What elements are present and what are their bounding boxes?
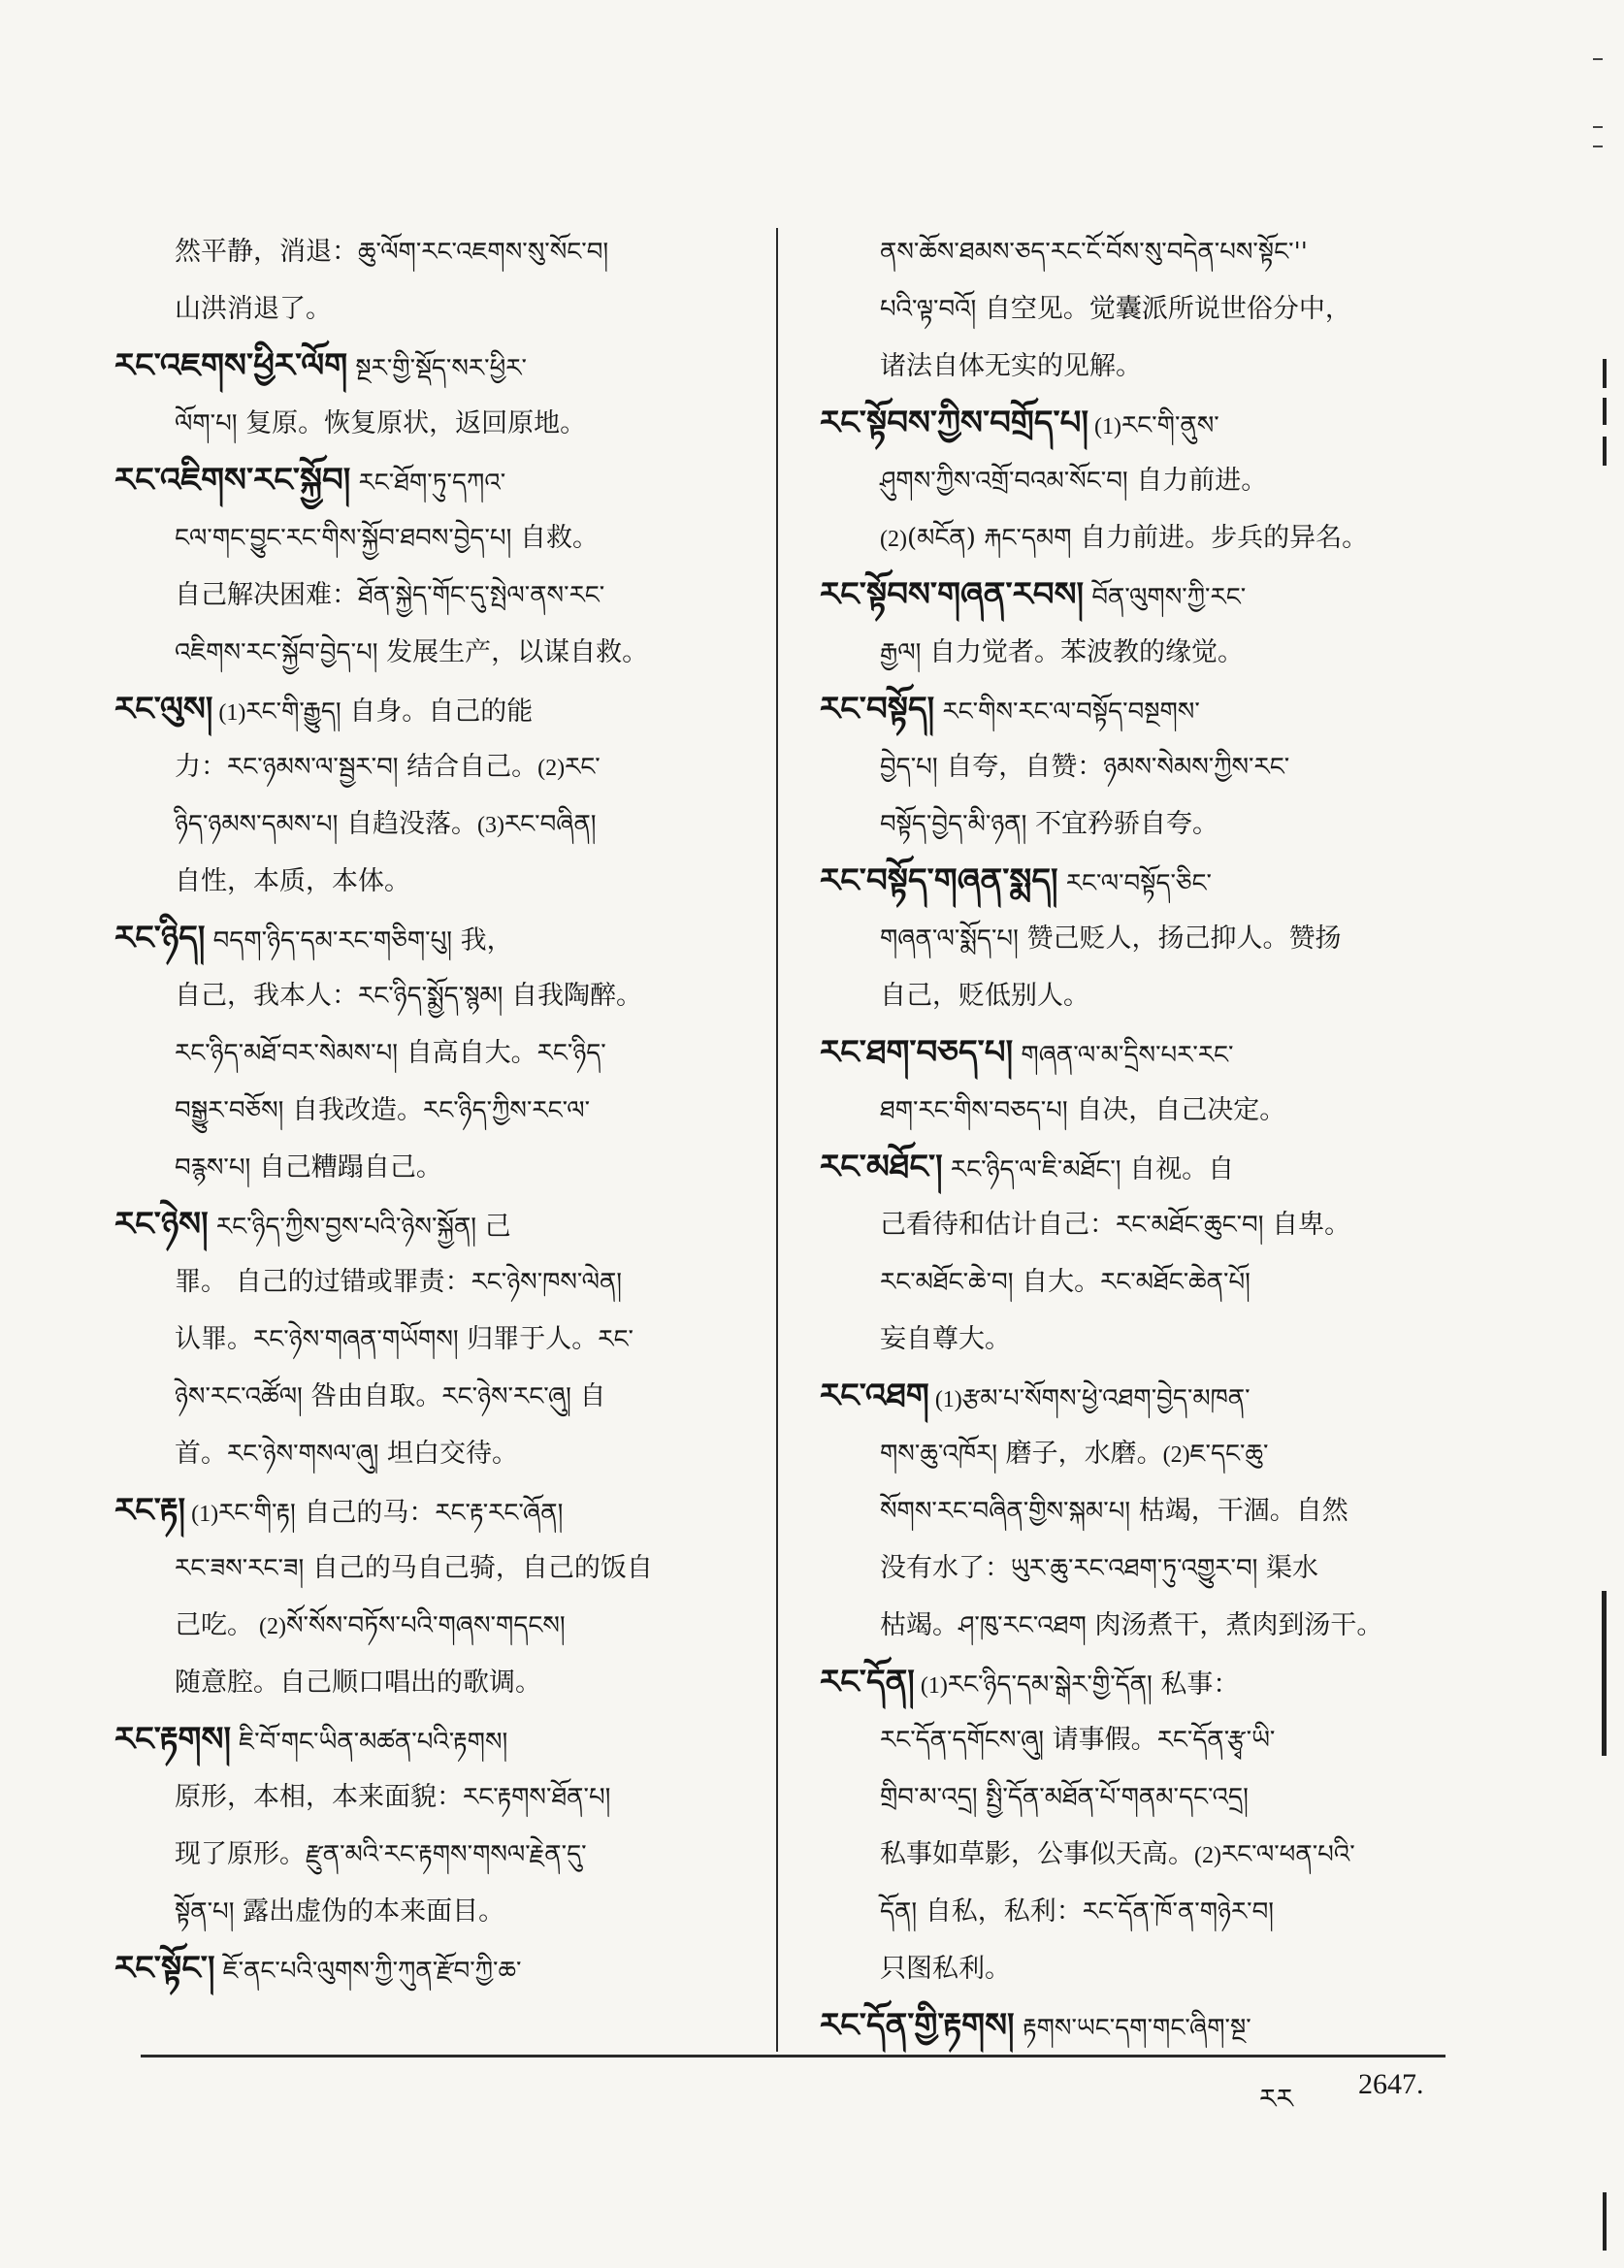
sense-number: (1)	[212, 700, 246, 726]
tibetan-text: རང་དོན་ཁོ་ན་གཉེར་བ།	[1082, 1897, 1275, 1927]
chinese-text: 力：	[175, 752, 227, 782]
chinese-text: 自视。自	[1121, 1154, 1235, 1184]
entry-line	[114, 795, 784, 853]
tibetan-text: ཇོ་ནང་པའི་ལུགས་ཀྱི་ཀུན་རྫོབ་ཀྱི་ཆ་	[214, 1957, 522, 1986]
entry-line	[820, 1826, 1489, 1883]
scan-edge-mark	[1593, 58, 1603, 60]
headword: རང་སྟོང་།	[114, 1949, 215, 1988]
chinese-text: 坦白交待。	[378, 1439, 519, 1469]
sense-number: (1)	[928, 1387, 962, 1412]
scan-edge-mark	[1593, 126, 1603, 128]
entry-line	[820, 280, 1489, 338]
chinese-text: 原形，本相，本来面貌：	[175, 1782, 463, 1812]
entry-line	[820, 1768, 1489, 1826]
tibetan-text: ཐག་རང་གིས་བཅད་པ།	[880, 1096, 1068, 1125]
entry-line	[114, 1311, 784, 1368]
tibetan-text: རང་གི་ནུས་	[1121, 411, 1219, 440]
chinese-text: 自己的马自己骑，自己的饭自	[304, 1553, 653, 1583]
tibetan-text: ཇི་བོ་གང་ཡིན་མཚན་པའི་རྟགས།	[231, 1728, 508, 1757]
chinese-text: 己	[476, 1212, 511, 1242]
chinese-text: 肉汤煮干，煮肉到汤干。	[1086, 1610, 1383, 1640]
tibetan-text: རང་	[598, 1325, 633, 1354]
chinese-text: 山洪消退了。	[175, 294, 332, 324]
page-number: 2647.	[1358, 2068, 1424, 2100]
left-column	[114, 223, 784, 1997]
chinese-text: 不宜矜骄自夸。	[1026, 809, 1218, 839]
tibetan-text: བོན་ལུགས་ཀྱི་རང་	[1084, 583, 1247, 612]
chinese-text: 自大。	[1013, 1267, 1101, 1297]
chinese-text: 己看待和估计自己：	[880, 1210, 1116, 1240]
headword: རང་འཇགས་ཕྱིར་ལོག	[114, 346, 348, 385]
chinese-text: 枯竭。	[880, 1610, 958, 1640]
tibetan-text: རང་མཐོང་ཆུང་བ།	[1116, 1211, 1264, 1240]
tibetan-text: ཉིད་ཉམས་དམས་པ།	[175, 810, 339, 839]
chinese-text: 自己，我本人：	[175, 981, 358, 1011]
tibetan-text: ཡུར་ཆུ་རང་འཐག་ཏུ་འགྱུར་བ།	[1011, 1554, 1258, 1583]
chinese-text: 自	[570, 1381, 606, 1411]
headword: རང་རྟ།	[114, 1491, 186, 1530]
scan-edge-mark	[1603, 437, 1607, 466]
tibetan-text: རང་རྟ་རང་ཞོན།	[435, 1499, 564, 1528]
headword-line	[820, 1139, 1489, 1196]
sense-number: (2)	[253, 1614, 286, 1639]
tibetan-text: རང་ལ་ཕན་པའི་	[1220, 1840, 1355, 1869]
headword-line	[114, 1711, 784, 1768]
tibetan-text: དོན།	[880, 1897, 918, 1927]
entry-line	[820, 338, 1489, 395]
tibetan-text: ཐོན་སྐྱེད་གོང་དུ་སྤེལ་ནས་རང་	[358, 581, 605, 610]
tibetan-text: རང་ཉིད་	[536, 1039, 606, 1068]
entry-line	[820, 910, 1489, 967]
headword-line	[820, 853, 1489, 910]
entry-line	[820, 223, 1489, 280]
column-divider	[776, 228, 778, 2052]
entry-line	[820, 1253, 1489, 1311]
chinese-text: 自卑。	[1263, 1210, 1351, 1240]
chinese-text: 我，	[452, 925, 513, 956]
entry-line	[114, 967, 784, 1024]
headword: རང་འཇིགས་རང་སྐྱོབ།	[114, 461, 351, 500]
sense-number: (2)	[537, 756, 566, 781]
chinese-text: 自己糟蹋自己。	[250, 1152, 442, 1183]
chinese-text: 现了原形。	[175, 1839, 306, 1869]
tibetan-text: གཞན་ལ་སྨོད་པ།	[880, 924, 1019, 954]
chinese-text: 然平静，消退：	[175, 237, 358, 267]
chinese-text: 自决，自己决定。	[1067, 1095, 1286, 1125]
chinese-text: 发展生产，以谋自救。	[377, 637, 649, 667]
headword: རང་དོན་གྱི་རྟགས།	[820, 2006, 1015, 2045]
tibetan-text: རང་ཉེས་གཞན་གཡོགས།	[253, 1325, 459, 1354]
entry-line	[114, 1883, 784, 1940]
tibetan-text: ནས་ཆོས་ཐམས་ཅད་རང་ངོ་བོས་སུ་བདེན་པས་སྟོང་''	[880, 238, 1308, 267]
tibetan-text: རང་ཉིད་དམ་སྒེར་གྱི་དོན།	[947, 1670, 1153, 1700]
chinese-text: 私事如草影，公事似天高。	[880, 1839, 1194, 1869]
headword-line	[820, 1368, 1489, 1425]
tibetan-text: རྟགས་ཡང་དག་གང་ཞིག་སྔ་	[1014, 2014, 1251, 2043]
tibetan-text: རང་ཉིད་མཐོ་བར་སེམས་པ།	[175, 1039, 399, 1068]
scan-edge-mark	[1602, 1591, 1607, 1756]
chinese-text: 罪。 自己的过错或罪责：	[175, 1267, 471, 1297]
tibetan-text: རང་ཉེས་རང་ཞུ།	[441, 1382, 571, 1411]
headword: རང་ཐག་བཅད་པ།	[820, 1033, 1014, 1072]
headword-line	[820, 1024, 1489, 1082]
entry-line	[114, 567, 784, 624]
entry-line	[114, 1425, 784, 1482]
entry-line	[820, 1425, 1489, 1482]
headword: རང་སྟོབས་གཞན་རབས།	[820, 575, 1085, 614]
chinese-text: 枯竭，干涸。自然	[1130, 1496, 1348, 1526]
headword-line	[114, 681, 784, 738]
tibetan-text: རྫུན་མའི་རང་རྟགས་གསལ་རྗེན་དུ་	[306, 1840, 587, 1869]
chinese-text: 没有水了：	[880, 1553, 1011, 1583]
entry-line	[114, 1654, 784, 1711]
tibetan-text: རང་བཞིན།	[503, 810, 597, 839]
headword: རང་དོན།	[820, 1663, 915, 1701]
chinese-text: 自己，贬低别人。	[880, 981, 1089, 1011]
tibetan-text: ཤུགས་ཀྱིས་འགྲོ་བའམ་སོང་བ།	[880, 467, 1128, 496]
entry-line	[820, 452, 1489, 509]
entry-line	[114, 1768, 784, 1826]
entry-line	[820, 795, 1489, 853]
chinese-text: 自力前进。	[1127, 466, 1268, 496]
chinese-text: 认罪。	[175, 1324, 253, 1354]
headword-line	[114, 338, 784, 395]
headword: རང་ལུས།	[114, 690, 213, 729]
tibetan-text: འཇིགས་རང་སྐྱོབ་བྱེད་པ།	[175, 638, 378, 667]
entry-line	[114, 1139, 784, 1196]
tibetan-text: རང་ཉེས་ཁས་ལེན།	[471, 1268, 623, 1297]
sense-number: (1)	[1088, 414, 1121, 439]
tibetan-text: རང་ཉེས་གསལ་ཞུ།	[227, 1440, 379, 1469]
tibetan-text: སོ་སོས་བཏོས་པའི་གཞས་གདངས།	[285, 1611, 566, 1640]
chinese-text: 露出虚伪的本来面目。	[234, 1896, 505, 1927]
chinese-text: 请事假。	[1044, 1725, 1157, 1755]
tibetan-text: སྟོན་པ།	[175, 1897, 235, 1927]
chinese-text: 自我改造。	[283, 1095, 423, 1125]
entry-line	[820, 1082, 1489, 1139]
chinese-text: 自力前进。步兵的异名。	[1071, 523, 1369, 553]
chinese-text: 自己解决困难：	[175, 580, 358, 610]
tibetan-text: རང་ཉིད་ལ་ཇི་མཐོང་།	[942, 1155, 1121, 1184]
footer-rule	[141, 2055, 1445, 2057]
scan-edge-mark	[1603, 398, 1607, 425]
tibetan-text: བདག་ཉིད་དམ་རང་གཅིག་པུ།	[205, 926, 453, 956]
headword: རང་བསྟོད།	[820, 690, 935, 729]
tibetan-text: རྩམ་པ་སོགས་ཕྱེ་འཐག་བྱེད་མཁན་	[961, 1384, 1250, 1413]
tibetan-text: བསྟོད་བྱེད་མི་ཉན།	[880, 810, 1027, 839]
tibetan-text: རང་རྟགས་ཐོན་པ།	[463, 1783, 611, 1812]
tibetan-text: བསྒྱུར་བཅོས།	[175, 1096, 284, 1125]
entry-line	[820, 967, 1489, 1024]
chinese-text: 咎由自取。	[302, 1381, 442, 1411]
tibetan-text: གྲིབ་མ་འདྲ། སྤྱི་དོན་མཐོན་པོ་གནམ་དང་འདྲ།	[880, 1783, 1249, 1812]
entry-line	[114, 1539, 784, 1597]
entry-line	[114, 1082, 784, 1139]
headword-line	[114, 452, 784, 509]
entry-line	[114, 509, 784, 567]
tibetan-text: ངལ་གང་བྱུང་རང་གིས་སྐྱོབ་ཐབས་བྱེད་པ།	[175, 524, 512, 553]
headword: རང་ཉིད།	[114, 919, 206, 957]
entry-line	[114, 738, 784, 795]
chinese-text: 渠水	[1257, 1553, 1319, 1583]
entry-line	[820, 1711, 1489, 1768]
tibetan-text: རང་ཉིད་ཀྱིས་རང་ལ་	[423, 1096, 591, 1125]
entry-line	[114, 1024, 784, 1082]
entry-line	[820, 1196, 1489, 1253]
entry-line	[820, 1597, 1489, 1654]
headword-line	[820, 1997, 1489, 2055]
entry-line	[114, 395, 784, 452]
headword-line	[114, 1940, 784, 1997]
chinese-text: 结合自己。	[398, 752, 538, 782]
tibetan-text: རང་གི་རྒྱུད།	[245, 697, 341, 727]
sense-number: (3)	[476, 813, 504, 838]
entry-line	[114, 280, 784, 338]
headword-line	[820, 681, 1489, 738]
sense-number: (2)	[1162, 1442, 1190, 1468]
headword-line	[820, 567, 1489, 624]
tibetan-text: རང་ཟས་རང་ཟ།	[175, 1554, 305, 1583]
chinese-text: 自高自大。	[398, 1038, 537, 1068]
scan-edge-mark	[1593, 146, 1603, 147]
entry-line	[114, 1368, 784, 1425]
entry-line	[820, 1539, 1489, 1597]
tibetan-text: གཞན་ལ་མ་དྲིས་པར་རང་	[1013, 1041, 1234, 1070]
chinese-text: 磨子，水磨。	[997, 1439, 1163, 1469]
entry-line	[820, 1482, 1489, 1539]
entry-line	[820, 1883, 1489, 1940]
chinese-text: 自私，私利：	[917, 1896, 1083, 1927]
chinese-text: 自性，本质，本体。	[175, 866, 410, 896]
tibetan-text: སོགས་རང་བཞིན་གྱིས་སྐམ་པ།	[880, 1497, 1131, 1526]
tibetan-text: རང་གི་རྟ།	[218, 1499, 296, 1528]
tibetan-text: རང་གིས་རང་ལ་བསྟོད་བསྔགས་	[934, 697, 1200, 727]
headword: རང་མཐོང་།	[820, 1148, 943, 1186]
chinese-text: 复原。恢复原状，返回原地。	[237, 408, 587, 438]
entry-line	[114, 1826, 784, 1883]
tibetan-page-marker: རར	[1259, 2083, 1293, 2115]
tibetan-text: རང་ལ་བསྟོད་ཅིང་	[1057, 869, 1212, 898]
entry-line	[820, 509, 1489, 567]
tibetan-text: བྱེད་པ།	[880, 753, 938, 782]
entry-line	[820, 738, 1489, 795]
tibetan-text: རང་ཐོག་ཏུ་དཀའ་	[350, 469, 506, 498]
entry-line	[114, 624, 784, 681]
tibetan-text: ཆུ་ལོག་རང་འཇགས་སུ་སོང་བ།	[358, 238, 609, 267]
entry-line	[820, 1940, 1489, 1997]
chinese-text: 只图私利。	[880, 1954, 1011, 1984]
chinese-text: 自我陶醉。	[503, 981, 643, 1011]
chinese-text: 诸法自体无实的见解。	[880, 351, 1142, 381]
tibetan-text: པའི་ལྟ་བའོ།	[880, 295, 977, 324]
chinese-text: 自空见。觉囊派所说世俗分中，	[976, 294, 1351, 324]
tibetan-text: ལོག་པ།	[175, 409, 238, 438]
headword-line	[114, 1482, 784, 1539]
tibetan-text: རང་ཉིད་སྨྱོད་སྙམ།	[358, 982, 503, 1011]
headword-line	[114, 910, 784, 967]
tibetan-text: ཇ་དང་ཆུ་	[1189, 1440, 1269, 1469]
tibetan-text: རྒྱལ།	[880, 638, 922, 667]
chinese-text: 自身。自己的能	[341, 697, 534, 727]
tibetan-text: སྔར་གྱི་སྡོད་སར་ཕྱིར་	[347, 354, 527, 383]
tibetan-text: བརྙས་པ།	[175, 1153, 251, 1183]
headword: རང་བསྟོད་གཞན་སྨད།	[820, 861, 1058, 900]
tibetan-text: གས་ཆུ་འཁོར།	[880, 1440, 998, 1469]
tibetan-text: ཉེས་རང་འཚོལ།	[175, 1382, 303, 1411]
tibetan-text: རང་ཉིད་ཀྱིས་བྱས་པའི་ཉེས་སྐྱོན།	[208, 1213, 477, 1242]
sense-number: (1)	[914, 1673, 948, 1699]
chinese-text: 自趋没落。	[338, 809, 477, 839]
tibetan-text: རང་	[565, 753, 601, 782]
tibetan-text: (མངོན) རྐང་དམག	[906, 524, 1072, 553]
right-column	[820, 223, 1489, 2055]
headword-line	[114, 1196, 784, 1253]
entry-line	[820, 1311, 1489, 1368]
headword: རང་རྟགས།	[114, 1720, 231, 1759]
tibetan-text: རང་དོན་རྩྭ་ཡི་	[1156, 1726, 1276, 1755]
scan-edge-mark	[1603, 2192, 1607, 2251]
tibetan-text: རང་དོན་དགོངས་ཞུ།	[880, 1726, 1045, 1755]
entry-line	[820, 624, 1489, 681]
sense-number: (2)	[880, 527, 907, 552]
chinese-text: 自夸，自赞：	[937, 752, 1104, 782]
chinese-text: 赞己贬人，扬己抑人。赞扬	[1018, 923, 1342, 954]
chinese-text: 妄自尊大。	[880, 1324, 1011, 1354]
chinese-text: 私事：	[1152, 1669, 1240, 1700]
chinese-text: 自救。	[511, 523, 599, 553]
headword-line	[820, 395, 1489, 452]
chinese-text: 首。	[175, 1439, 227, 1469]
scan-edge-mark	[1603, 359, 1607, 388]
chinese-text: 随意腔。自己顺口唱出的歌调。	[175, 1668, 541, 1698]
chinese-text: 自力觉者。苯波教的缘觉。	[921, 637, 1245, 667]
headword: རང་འཐག	[820, 1377, 929, 1415]
sense-number: (2)	[1194, 1843, 1221, 1868]
entry-line	[114, 853, 784, 910]
entry-line	[114, 223, 784, 280]
tibetan-text: ཉམས་སེམས་ཀྱིས་རང་	[1103, 753, 1290, 782]
headword: རང་ཉེས།	[114, 1205, 209, 1244]
chinese-text: 己吃。	[175, 1610, 253, 1640]
entry-line	[114, 1253, 784, 1311]
tibetan-text: རང་མཐོང་ཆེ་བ།	[880, 1268, 1014, 1297]
headword: རང་སྟོབས་ཀྱིས་བགྲོད་པ།	[820, 404, 1088, 442]
tibetan-text: རང་མཐོང་ཆེན་པོ།	[1100, 1268, 1250, 1297]
headword-line	[820, 1654, 1489, 1711]
sense-number: (1)	[185, 1502, 219, 1527]
tibetan-text: ཤ་ཁུ་རང་འཐག	[958, 1611, 1087, 1640]
entry-line	[114, 1597, 784, 1654]
tibetan-text: རང་ཉམས་ལ་སྦྱར་བ།	[227, 753, 399, 782]
chinese-text: 归罪于人。	[458, 1324, 599, 1354]
chinese-text: 自己的马：	[295, 1498, 436, 1528]
